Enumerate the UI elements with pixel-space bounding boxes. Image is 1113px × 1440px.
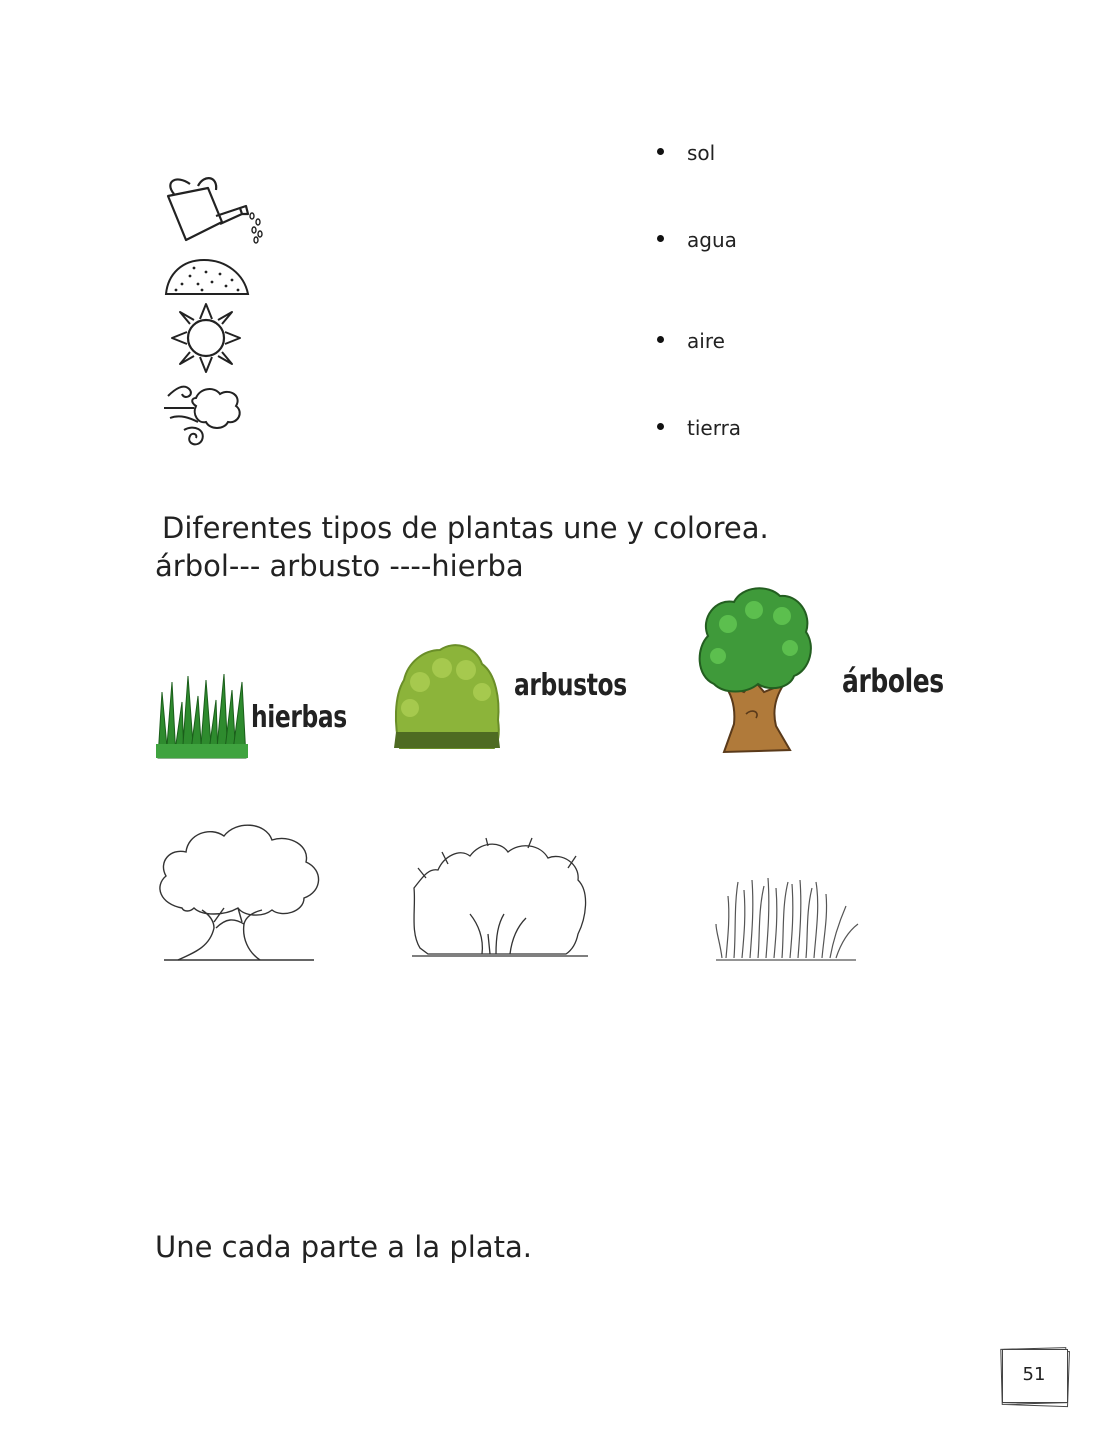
tree-outline-icon	[154, 818, 324, 962]
list-item: aire	[687, 329, 725, 353]
instruction-heading: Diferentes tipos de plantas une y colorea.	[162, 511, 769, 545]
label-hierbas: hierbas	[251, 700, 347, 735]
page-number: 51	[1022, 1364, 1046, 1385]
bullet-icon	[657, 423, 664, 430]
label-arbustos: arbustos	[514, 668, 627, 703]
list-item: agua	[687, 228, 737, 252]
list-item: tierra	[687, 416, 741, 440]
page-number-box	[1001, 1346, 1067, 1402]
label-arboles: árboles	[842, 662, 944, 700]
tree-icon	[694, 584, 816, 754]
grass-outline-icon	[716, 876, 860, 962]
bullet-icon	[657, 235, 664, 242]
bush-icon	[390, 636, 502, 750]
bullet-icon	[657, 148, 664, 155]
bullet-icon	[657, 336, 664, 343]
grass-icon	[156, 672, 248, 760]
plant-types-subtitle: árbol--- arbusto ----hierba	[155, 549, 524, 583]
sun-icon	[170, 302, 242, 374]
watering-can-icon	[160, 176, 272, 246]
soil-icon	[162, 254, 252, 298]
wind-icon	[160, 378, 246, 450]
list-item: sol	[687, 141, 715, 165]
bush-outline-icon	[408, 838, 592, 962]
parts-instruction: Une cada parte a la plata.	[155, 1230, 532, 1264]
